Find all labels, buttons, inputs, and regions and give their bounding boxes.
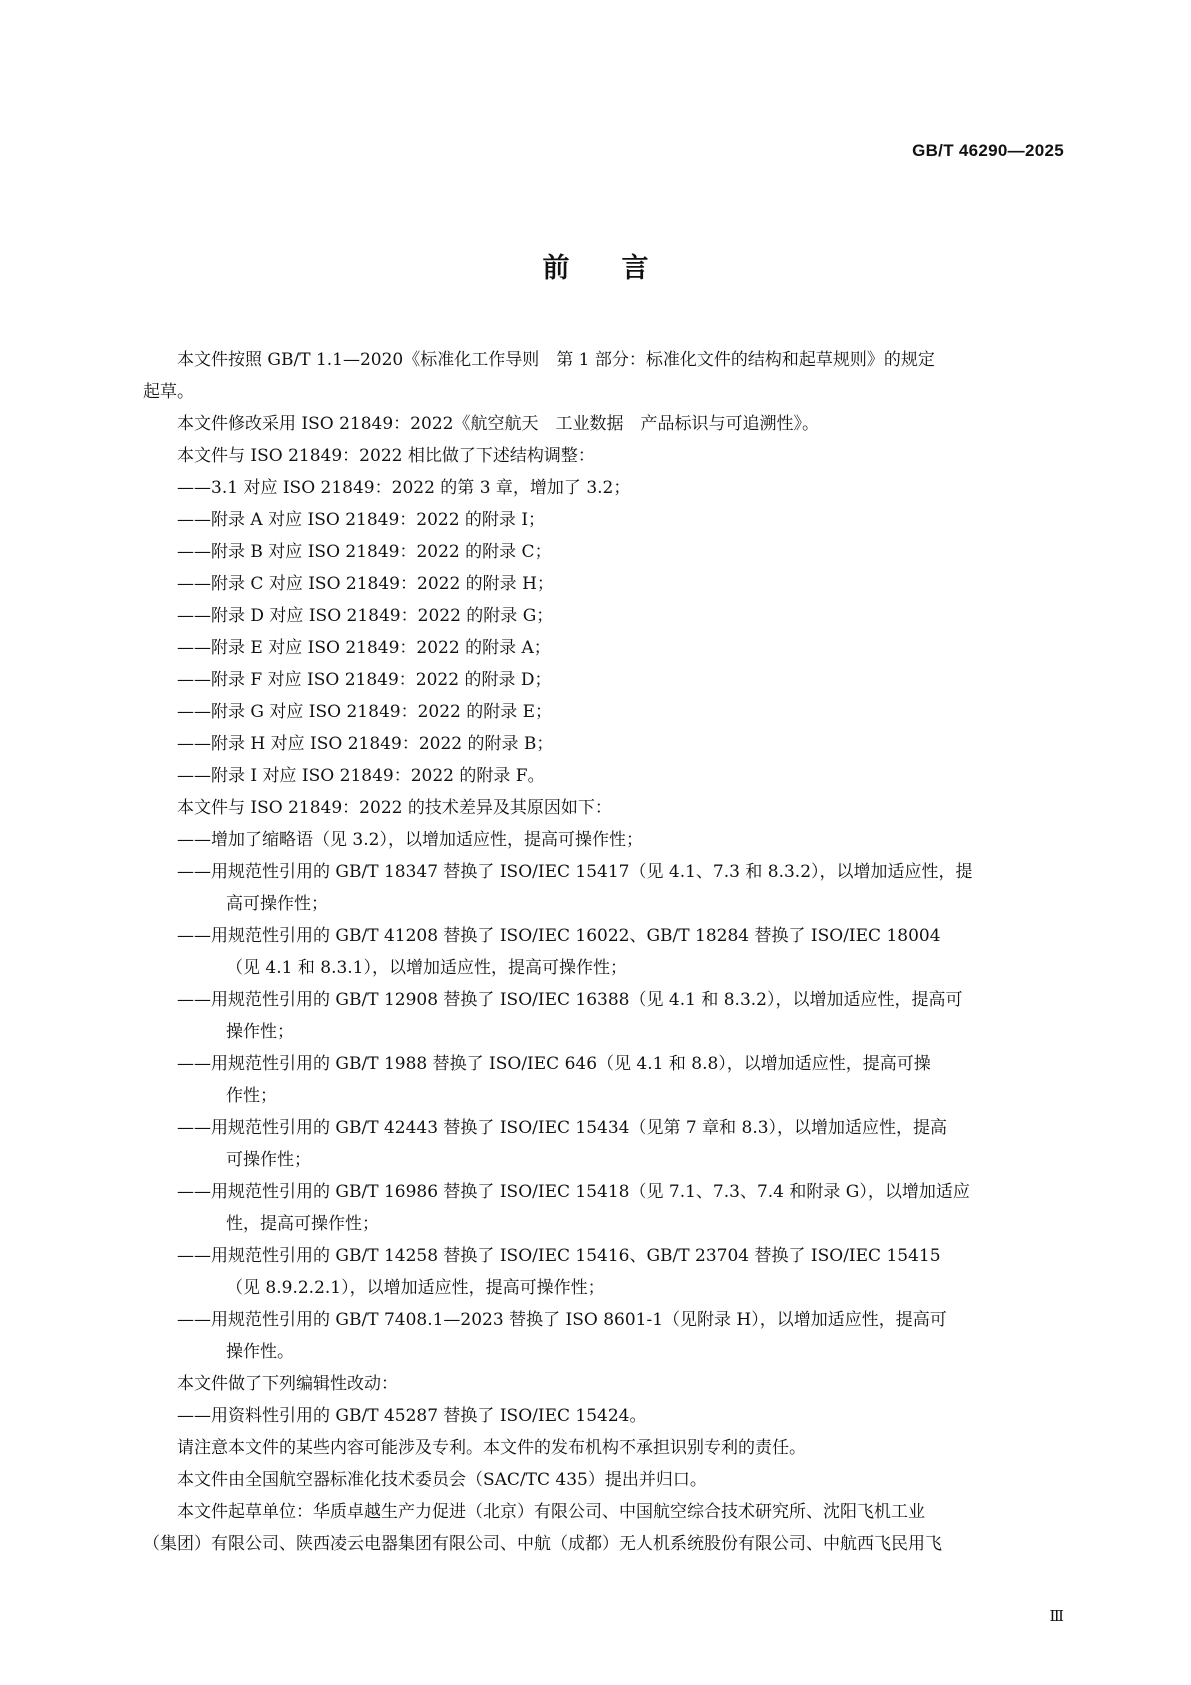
list-item-continuation: 高可操作性； — [226, 894, 328, 914]
list-item: ——增加了缩略语（见 3.2），以增加适应性，提高可操作性； — [177, 830, 643, 850]
list-item: ——附录 A 对应 ISO 21849：2022 的附录 I； — [177, 510, 546, 530]
paragraph-line: 起草。 — [143, 382, 194, 402]
list-item: ——附录 D 对应 ISO 21849：2022 的附录 G； — [177, 606, 554, 626]
list-item: ——用规范性引用的 GB/T 12908 替换了 ISO/IEC 16388（见 4.1 和 8.3.2），以增加适应性，提高可 — [177, 990, 963, 1010]
list-item-continuation: （见 4.1 和 8.3.1），以增加适应性，提高可操作性； — [226, 958, 628, 978]
list-item-continuation: 操作性。 — [226, 1342, 294, 1362]
paragraph-line: 本文件做了下列编辑性改动： — [177, 1374, 398, 1394]
standard-code: GB/T 46290—2025 — [912, 141, 1064, 160]
list-item: ——附录 F 对应 ISO 21849：2022 的附录 D； — [177, 670, 552, 690]
list-item: ——用规范性引用的 GB/T 18347 替换了 ISO/IEC 15417（见 4.1、7.3 和 8.3.2），以增加适应性，提 — [177, 862, 973, 882]
list-item: ——附录 E 对应 ISO 21849：2022 的附录 A； — [177, 638, 551, 658]
preface-body — [143, 344, 1064, 1560]
list-item: ——用资料性引用的 GB/T 45287 替换了 ISO/IEC 15424。 — [177, 1406, 647, 1426]
list-item: ——3.1 对应 ISO 21849：2022 的第 3 章，增加了 3.2； — [177, 478, 631, 498]
list-item: ——用规范性引用的 GB/T 7408.1—2023 替换了 ISO 8601-1（见附录 H），以增加适应性，提高可 — [177, 1310, 947, 1330]
list-item-continuation: 作性； — [226, 1086, 277, 1106]
page-title: 前言 — [542, 253, 701, 284]
paragraph-line: 请注意本文件的某些内容可能涉及专利。本文件的发布机构不承担识别专利的责任。 — [177, 1438, 806, 1458]
list-item: ——用规范性引用的 GB/T 41208 替换了 ISO/IEC 16022、GB/T 18284 替换了 ISO/IEC 18004 — [177, 926, 941, 946]
list-item: ——用规范性引用的 GB/T 14258 替换了 ISO/IEC 15416、GB/T 23704 替换了 ISO/IEC 15415 — [177, 1246, 941, 1266]
paragraph-line: 本文件由全国航空器标准化技术委员会（SAC/TC 435）提出并归口。 — [177, 1470, 707, 1490]
list-item: ——附录 H 对应 ISO 21849：2022 的附录 B； — [177, 734, 554, 754]
page-number: Ⅲ — [1049, 1607, 1064, 1625]
list-item: ——附录 G 对应 ISO 21849：2022 的附录 E； — [177, 702, 553, 722]
paragraph-line: 本文件起草单位：华质卓越生产力促进（北京）有限公司、中国航空综合技术研究所、沈阳飞机工业 — [177, 1502, 925, 1522]
paragraph-line: 本文件修改采用 ISO 21849：2022《航空航天 工业数据 产品标识与可追溯性》。 — [177, 414, 819, 434]
list-item-continuation: 性，提高可操作性； — [226, 1214, 379, 1234]
list-item-continuation: （见 8.9.2.2.1），以增加适应性，提高可操作性； — [226, 1278, 605, 1298]
list-item: ——用规范性引用的 GB/T 42443 替换了 ISO/IEC 15434（见第 7 章和 8.3），以增加适应性，提高 — [177, 1118, 948, 1138]
paragraph-line: 本文件按照 GB/T 1.1—2020《标准化工作导则 第 1 部分：标准化文件的结构和起草规则》的规定 — [177, 350, 935, 370]
paragraph-line: （集团）有限公司、陕西凌云电器集团有限公司、中航（成都）无人机系统股份有限公司、中航西飞民用飞 — [143, 1534, 942, 1554]
list-item-continuation: 操作性； — [226, 1022, 294, 1042]
list-item: ——用规范性引用的 GB/T 1988 替换了 ISO/IEC 646（见 4.1 和 8.8），以增加适应性，提高可操 — [177, 1054, 931, 1074]
list-item: ——用规范性引用的 GB/T 16986 替换了 ISO/IEC 15418（见 7.1、7.3、7.4 和附录 G），以增加适应 — [177, 1182, 970, 1202]
paragraph-line: 本文件与 ISO 21849：2022 相比做了下述结构调整： — [177, 446, 595, 466]
paragraph-line: 本文件与 ISO 21849：2022 的技术差异及其原因如下： — [177, 798, 612, 818]
list-item: ——附录 I 对应 ISO 21849：2022 的附录 F。 — [177, 766, 545, 786]
list-item: ——附录 C 对应 ISO 21849：2022 的附录 H； — [177, 574, 554, 594]
list-item: ——附录 B 对应 ISO 21849：2022 的附录 C； — [177, 542, 552, 562]
list-item-continuation: 可操作性； — [226, 1150, 311, 1170]
